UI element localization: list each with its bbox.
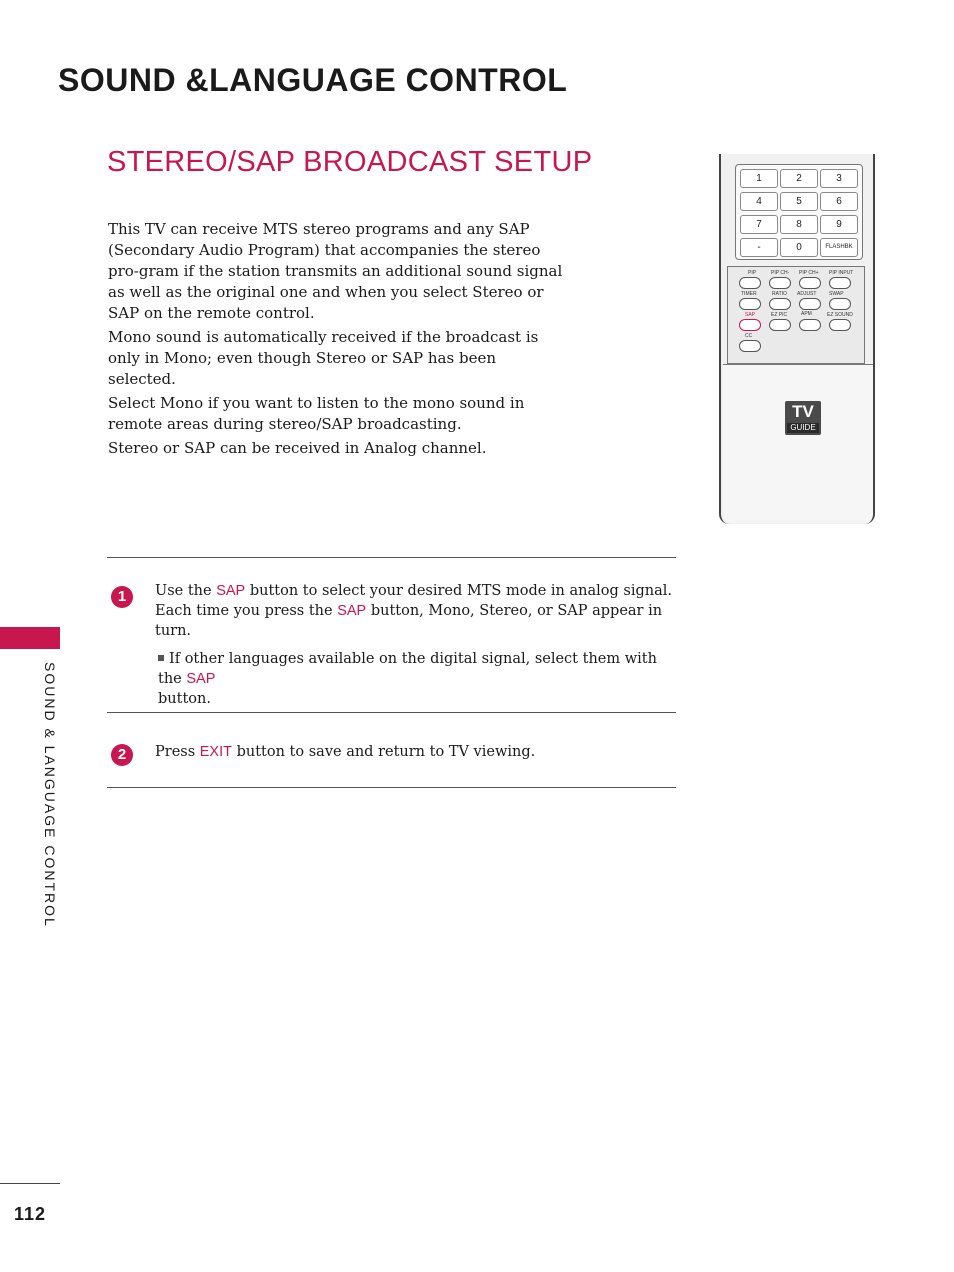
- ratio-key: [769, 298, 791, 310]
- cc-key: [739, 340, 761, 352]
- key-9: 9: [820, 215, 858, 234]
- page-number: 112: [14, 1204, 47, 1224]
- divider-middle: [107, 712, 676, 713]
- step-1-text: [155, 581, 675, 641]
- adjust-key: [799, 298, 821, 310]
- tv-guide-logo-guide: GUIDE: [787, 423, 819, 433]
- step-1-note-text: If other languages available on the digital signal, select them with the: [158, 651, 657, 687]
- divider-bottom: [107, 787, 676, 788]
- key-flashbk: FLASHBK: [820, 238, 858, 257]
- remote-control-illustration: [719, 154, 875, 524]
- key-4: 4: [740, 192, 778, 211]
- label-apm: APM: [801, 311, 812, 317]
- divider-top: [107, 557, 676, 558]
- label-ez-pic: EZ PIC: [771, 312, 788, 318]
- key-5: 5: [780, 192, 818, 211]
- step-2-text-part: Press: [155, 744, 200, 760]
- step-1-text-part: button to select your desired MTS mode in analog signal. Each time you press the: [155, 583, 672, 619]
- step-number-1: 1: [111, 586, 133, 608]
- intro-paragraph: Select Mono if you want to listen to the mono sound in remote areas during stereo/SAP broadcasting.: [108, 394, 525, 433]
- pip-key: [739, 277, 761, 289]
- key-dash: -: [740, 238, 778, 257]
- swap-key: [829, 298, 851, 310]
- intro-paragraph: This TV can receive MTS stereo programs and any SAP (Secondary Audio Program) that accompanies the stereo pro-gram if the station transmits an additional sound signal as well as the original one and when you select Stereo or SAP on the remote control.: [108, 220, 563, 322]
- label-cc: CC: [745, 333, 753, 339]
- exit-key-label: EXIT: [199, 744, 232, 760]
- section-side-tab: [0, 627, 60, 649]
- pip-ch-minus-key: [769, 277, 791, 289]
- side-section-label: SOUND & LANGUAGE CONTROL: [42, 662, 58, 928]
- remote-lower-section: [723, 364, 873, 523]
- sap-key: [739, 319, 761, 331]
- page-number-rule: [0, 1183, 60, 1184]
- page-header-title: SOUND &LANGUAGE CONTROL: [58, 62, 568, 98]
- key-8: 8: [780, 215, 818, 234]
- label-pip-ch-minus: PIP CH-: [771, 270, 790, 276]
- step-1-text-part: button, Mono, Stereo, or SAP appear in turn.: [155, 603, 663, 639]
- remote-body: [719, 154, 875, 524]
- key-1: 1: [740, 169, 778, 188]
- key-6: 6: [820, 192, 858, 211]
- label-timer: TIMER: [741, 291, 757, 297]
- pip-ch-plus-key: [799, 277, 821, 289]
- remote-numpad: [735, 164, 863, 260]
- sap-key-label: SAP: [337, 603, 367, 619]
- bullet-square-icon: [158, 655, 164, 661]
- step-1-text-part: Use the: [155, 583, 217, 599]
- step-1-note-text: button.: [158, 691, 211, 707]
- sap-key-label: SAP: [186, 671, 216, 687]
- step-2-text: [155, 742, 675, 762]
- step-number-2: 2: [111, 744, 133, 766]
- label-ratio: RATIO: [772, 291, 787, 297]
- label-adjust: ADJUST: [797, 291, 817, 297]
- key-2: 2: [780, 169, 818, 188]
- label-swap: SWAP: [829, 291, 844, 297]
- pip-input-key: [829, 277, 851, 289]
- key-3: 3: [820, 169, 858, 188]
- label-pip: PIP: [748, 270, 757, 276]
- step-2-text-part: button to save and return to TV viewing.: [232, 744, 536, 760]
- apm-key: [799, 319, 821, 331]
- ez-pic-key: [769, 319, 791, 331]
- tv-guide-logo-tv: TV: [792, 402, 814, 421]
- label-pip-input: PIP INPUT: [829, 270, 854, 276]
- timer-key: [739, 298, 761, 310]
- tv-guide-logo: [785, 401, 821, 435]
- remote-function-panel: [727, 266, 865, 364]
- sap-key-label: SAP: [216, 583, 246, 599]
- section-title: STEREO/SAP BROADCAST SETUP: [107, 146, 593, 178]
- key-7: 7: [740, 215, 778, 234]
- label-ez-sound: EZ SOUND: [827, 312, 853, 318]
- step-1-note: [158, 649, 673, 709]
- intro-paragraph: Stereo or SAP can be received in Analog channel.: [108, 439, 487, 457]
- intro-text: [108, 219, 563, 462]
- label-sap: SAP: [745, 312, 756, 318]
- intro-paragraph: Mono sound is automatically received if the broadcast is only in Mono; even though Stereo or SAP has been selected.: [108, 328, 539, 388]
- label-pip-ch-plus: PIP CH+: [799, 270, 819, 276]
- key-0: 0: [780, 238, 818, 257]
- ez-sound-key: [829, 319, 851, 331]
